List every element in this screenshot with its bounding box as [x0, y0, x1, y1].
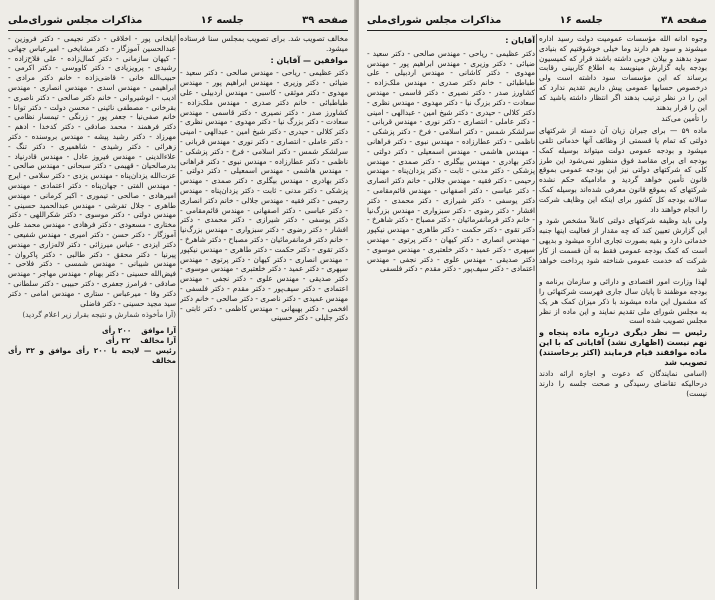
right-page-paragraph-2: را تأمین می‌کند: [661, 114, 707, 124]
right-page-paragraph-1: وجوه ادانه الله مؤسسات عمومیت دولت رسید اداره میشوند و سود هم دارند وما خیلی خوشوقتیم که بنیادی سود بدهند و بیلان خوبی داشته باشند قرار که کمیسیون بودجه بایه گزارش مینویسد به اطلاع کاربینی رقابت برساند که این مؤسسات سود داشته است ولی درخصوص حسابها عمومی پیش داریم تقدیم ندارد که این را در نظر ترتیب بدهند اگر انتظار داشته باشید که این را قرار بدهند: [539, 34, 707, 112]
left-page-number: صفحه ۳۹: [302, 14, 348, 26]
right-page-voters-list: دکتر عظیمی - ریاحی - مهندس صالحی - دکتر سعید - ضیائی - دکتر وزیری - مهندس ابراهیم پور - مهندس مهدوی - دکتر کاشانی - مهندس اردبیلی - علی طباطبائی - خانم دکتر صدری - مهندس ملک‌زاده - کشاورز صدر - دکتر نصیری - دکتر قاسمی - مهندس سعادت - دکتر بزرگ نیا - دکتر مهدوی - مهندس نظری - دکتر کلالی - حیدری - دکتر شیخ امین - عبدالهی - امینی - دکتر عاملی - انتصاری - دکتر نوری - مهندس قربانی - سرلشکر شمس - دکتر اسلامی - فرخ - دکتر پزشکی - ناظمی - دکتر عطارزاده - مهندس نبوی - دکتر فراهانی - مهندس هاشمی - مهندس اسمعیلی - دکتر دولتی - دکتر بهادری - مهندس بیگلری - دکتر صمدی - مهندس پزشکی - دکتر مدنی - ثابت - دکتر یزدان‌پناه - مهندس رحیمی - دکتر فقیه - مهندس جلالی - خانم دکتر انصاری - دکتر عباسی - دکتر اصفهانی - مهندس قائم‌مقامی - دکتر یوسفی - دکتر شیرازی - دکتر محمدی - دکتر افشار - دکتر رضوی - دکتر سبزواری - مهندس بزرگ‌نیا - خانم دکتر فرمانفرمائیان - دکتر مصباح - دکتر شاهرخ - دکتر تقوی - دکتر حکمت - دکتر طاهری - مهندس نیکپور - مهندس انصاری - دکتر کیهان - دکتر پرتوی - مهندس سپهری - دکتر عمید - دکتر خلعتبری - مهندس موسوی - دکتر صدیقی - مهندس علوی - دکتر نجفی - مهندس اعتمادی - دکتر سیف‌پور - دکتر مقدم - دکتر فلسفی: [367, 48, 535, 274]
left-page-voters-heading: موافقین — آقایان :: [270, 55, 348, 65]
vote-row-yes: [8, 326, 176, 336]
vote-result: رئیس — لایحه با ۲۰۰ رأی موافق و ۳۲ رأی مخالف: [8, 345, 176, 365]
right-page-paragraph-7: (اسامی نمایندگان که دعوت و اجازه ارائه دادند درحالیکه تقاضای رسیدگی و صحت جلسه را دارند نیست): [539, 369, 707, 398]
left-page-column-left: [8, 34, 176, 594]
left-page-title: مذاکرات مجلس شورای‌ملی: [8, 14, 143, 26]
right-page-title: مذاکرات مجلس شورای‌ملی: [367, 14, 502, 26]
right-page-column-right: [539, 34, 707, 594]
right-page-paragraph-3: ماده ۵۹ — برای جبران زیان آن دسته از شرکتهای دولتی که تمام یا قسمتی از وظائف آنها خدماتی تلقی میشود و بودجه عمومی دولت میتواند بوسیله کمک بودجه ای برای مقاصد فوق منظور نمی‌شود این طرز کلی که شرکتهای دولتی نیز این بودجه عمومی بموقع قانون تأمین خواهد گردید و مادامیکه حکم نشده شرکتهای که بموقع قانون معرفی شده‌اند بوسیله کمک سالانه بودجه کل کشور برای اینکه این وظایف شرکت را انجام خواهند داد: [539, 126, 707, 214]
vote-yes-label: آرا موافق: [141, 326, 176, 336]
right-page-number: صفحه ۳۸: [661, 14, 707, 26]
right-page: [359, 0, 715, 600]
left-page-voters-list-2: ایلخانی پور - اخلاقی - دکتر نجیمی - دکتر فروزین - عبدالحسین آموزگار - دکتر مشایخی - امیرعباس جهانی - کیهان سازمانی - دکتر کمال‌زاده - علی فلاح‌زاده - رشیدی - پرویزیادی - دکتر کاووسی - دکتر اکرمی - حبیب‌الله خانی - قاضی‌زاده - خانم دکتر مرادی - ابراهیمی - مهندس اسدی - مهندس انصاری - مهندس ادیب - انوشیروانی - خانم دکتر صالحی - دکتر ناصری - بقرخانی - مصطفی نائینی - محسن دولت - دکتر توانا - خانم صفی‌نیا - جعفر پور - زرنگی - تیمسار نظامی - دکتر فرهمند - محمد صادقی - دکتر کدخدا - ادهم - مهرزاد - دکتر رشید پیشه - مهندس بروسنده - دکتر زهرائی - دکتر رشیدی - شاهمیری - دکتر تنگ - علاء‌الدینی - مهندس فیروز عادل - مهندس قادرنیاد - بدرصالحیان - قهیمی - دکتر سبحانی - مهندس صالحی - عزت‌الله یزدان‌پناه - مهندس یزدی - دکتر سلامی - ایرج - مهندس الفتی - جهان‌پناه - دکتر اعتمادی - مهندس امیرهادی - صالحی - تیموری - اکبر کرمانی - مهندس طاهری - جلال تفرشی - مهندس عبدالحمید حسینی - مهندس دولتی - دکتر موسوی - دکتر شکراللهی - دکتر مختاری - مسعودی - دکتر فرهادی - مهندس محمد علی آموزگار - دکتر حسن - دکتر امیری - مهندس شفیعی - دکتر ایزدی - عباس میرزائی - دکتر لاله‌زاری - مهندس پیرنیا - دکتر محقق - دکتر طالبی - دکتر پاکروان - مهندس شیبانی - مهندس شمسی - دکتر فلاحی - فیض‌الله حسینی - دکتر بهنام - مهندس مهاجر - مهندس صادقی - فرامرز جعفری - دکتر حبیبی - دکتر سلطانی - دکتر وفا - میرعباس - ستاری - مهندس امامی - دکتر سید مجید حسینی - دکتر فاضلی: [8, 34, 176, 308]
right-page-header: [367, 10, 707, 31]
left-page-vote-note: (آرا مأخوذه شمارش و نتیجه بقرار زیر اعلام گردید): [22, 310, 176, 320]
left-page-column-right: [180, 34, 348, 594]
left-page-session: جلسه ۱۶: [200, 14, 244, 26]
vote-no-label: آرا مخالف: [140, 335, 176, 345]
right-page-paragraph-4: ولی باید وظیفه شرکتهای دولتی کاملاً مشخص شود و این گزارش تعیین کند که چه مقدار از فعالیت اینها جنبه خدماتی دارد و بقیه بصورت تجاری اداره میشود و بدیهی است که کمک بودجه عمومی فقط به آن قسمت از کار شرکت که خدمت عمومی شناخته شود پرداخت خواهد شد: [539, 216, 707, 275]
left-page-intro-line: مخالف تصویب شد. برای تصویب بمجلس سنا فرستاده میشود.: [180, 34, 348, 53]
left-page: [0, 0, 356, 600]
vote-tally: [8, 326, 176, 365]
right-page-voters-heading: آقایان :: [505, 36, 535, 45]
right-page-column-left: [367, 34, 535, 594]
right-page-column-divider: [536, 34, 537, 589]
left-page-column-divider: [178, 34, 179, 589]
left-page-header: [8, 10, 348, 31]
right-page-paragraph-6: رئیس — نظر دیگری درباره ماده پنجاه و نهم نیست (اظهاری نشد) آقایانی که با این ماده موافقند قیام فرمایند (اکثر برخاستند) تصویب شد: [539, 328, 707, 367]
left-page-voters-list-1: دکتر عظیمی - ریاحی - مهندس صالحی - دکتر سعید - ضیائی - دکتر وزیری - مهندس ابراهیم پور - مهندس مهدوی - دکتر موثقی - کاسبی - مهندس اردبیلی - علی طباطبائی - خانم دکتر صدری - مهندس ملک‌زاده - کشاورز صدر - دکتر نصیری - دکتر قاسمی - مهندس سعادت - دکتر بزرگ نیا - دکتر مهدوی - مهندس نظری - دکتر کلالی - حیدری - دکتر شیخ امین - عبدالهی - امینی - دکتر عاملی - انتصاری - دکتر نوری - مهندس قربانی - سرلشکر شمس - دکتر اسلامی - فرخ - دکتر پزشکی - ناظمی - دکتر عطارزاده - مهندس نبوی - دکتر فراهانی - مهندس هاشمی - مهندس اسمعیلی - دکتر دولتی - دکتر بهادری - مهندس بیگلری - دکتر صمدی - مهندس پزشکی - دکتر مدنی - ثابت - دکتر یزدان‌پناه - مهندس رحیمی - دکتر فقیه - مهندس جلالی - خانم دکتر انصاری - دکتر عباسی - دکتر اصفهانی - مهندس قائم‌مقامی - دکتر یوسفی - دکتر شیرازی - دکتر محمدی - دکتر افشار - دکتر رضوی - دکتر سبزواری - مهندس بزرگ‌نیا - خانم دکتر فرمانفرمائیان - دکتر مصباح - دکتر شاهرخ - دکتر تقوی - دکتر حکمت - دکتر طاهری - مهندس نیکپور - مهندس انصاری - دکتر کیهان - دکتر پرتوی - مهندس سپهری - دکتر عمید - دکتر خلعتبری - مهندس موسوی - دکتر صدیقی - مهندس علوی - دکتر نجفی - مهندس اعتمادی - دکتر سیف‌پور - دکتر مقدم - دکتر فلسفی - مهندس عمیدی - دکتر ناصری - دکتر صالحی - خانم دکتر افخمی - دکتر بهبهانی - مهندس کاظمی - دکتر ثابتی - دکتر جلیلی - دکتر حسینی: [180, 68, 348, 323]
vote-no-value: ۳۲ رأی: [105, 335, 131, 345]
right-page-paragraph-5: لهذا وزارت امور اقتصادی و دارائی و سازمان برنامه و بودجه موظفند تا پایان سال جاری فهرست شرکتهائی را که مشمول این ماده میشوند با ذکر میزان کمک هر یک به مجلس شورای ملی تقدیم نمایند و این ماده از نظر مجلس تصویب شده است: [539, 277, 707, 326]
right-page-session: جلسه ۱۶: [559, 14, 603, 26]
vote-row-no: [8, 336, 176, 346]
vote-yes-value: ۲۰۰ رأی: [101, 326, 132, 336]
